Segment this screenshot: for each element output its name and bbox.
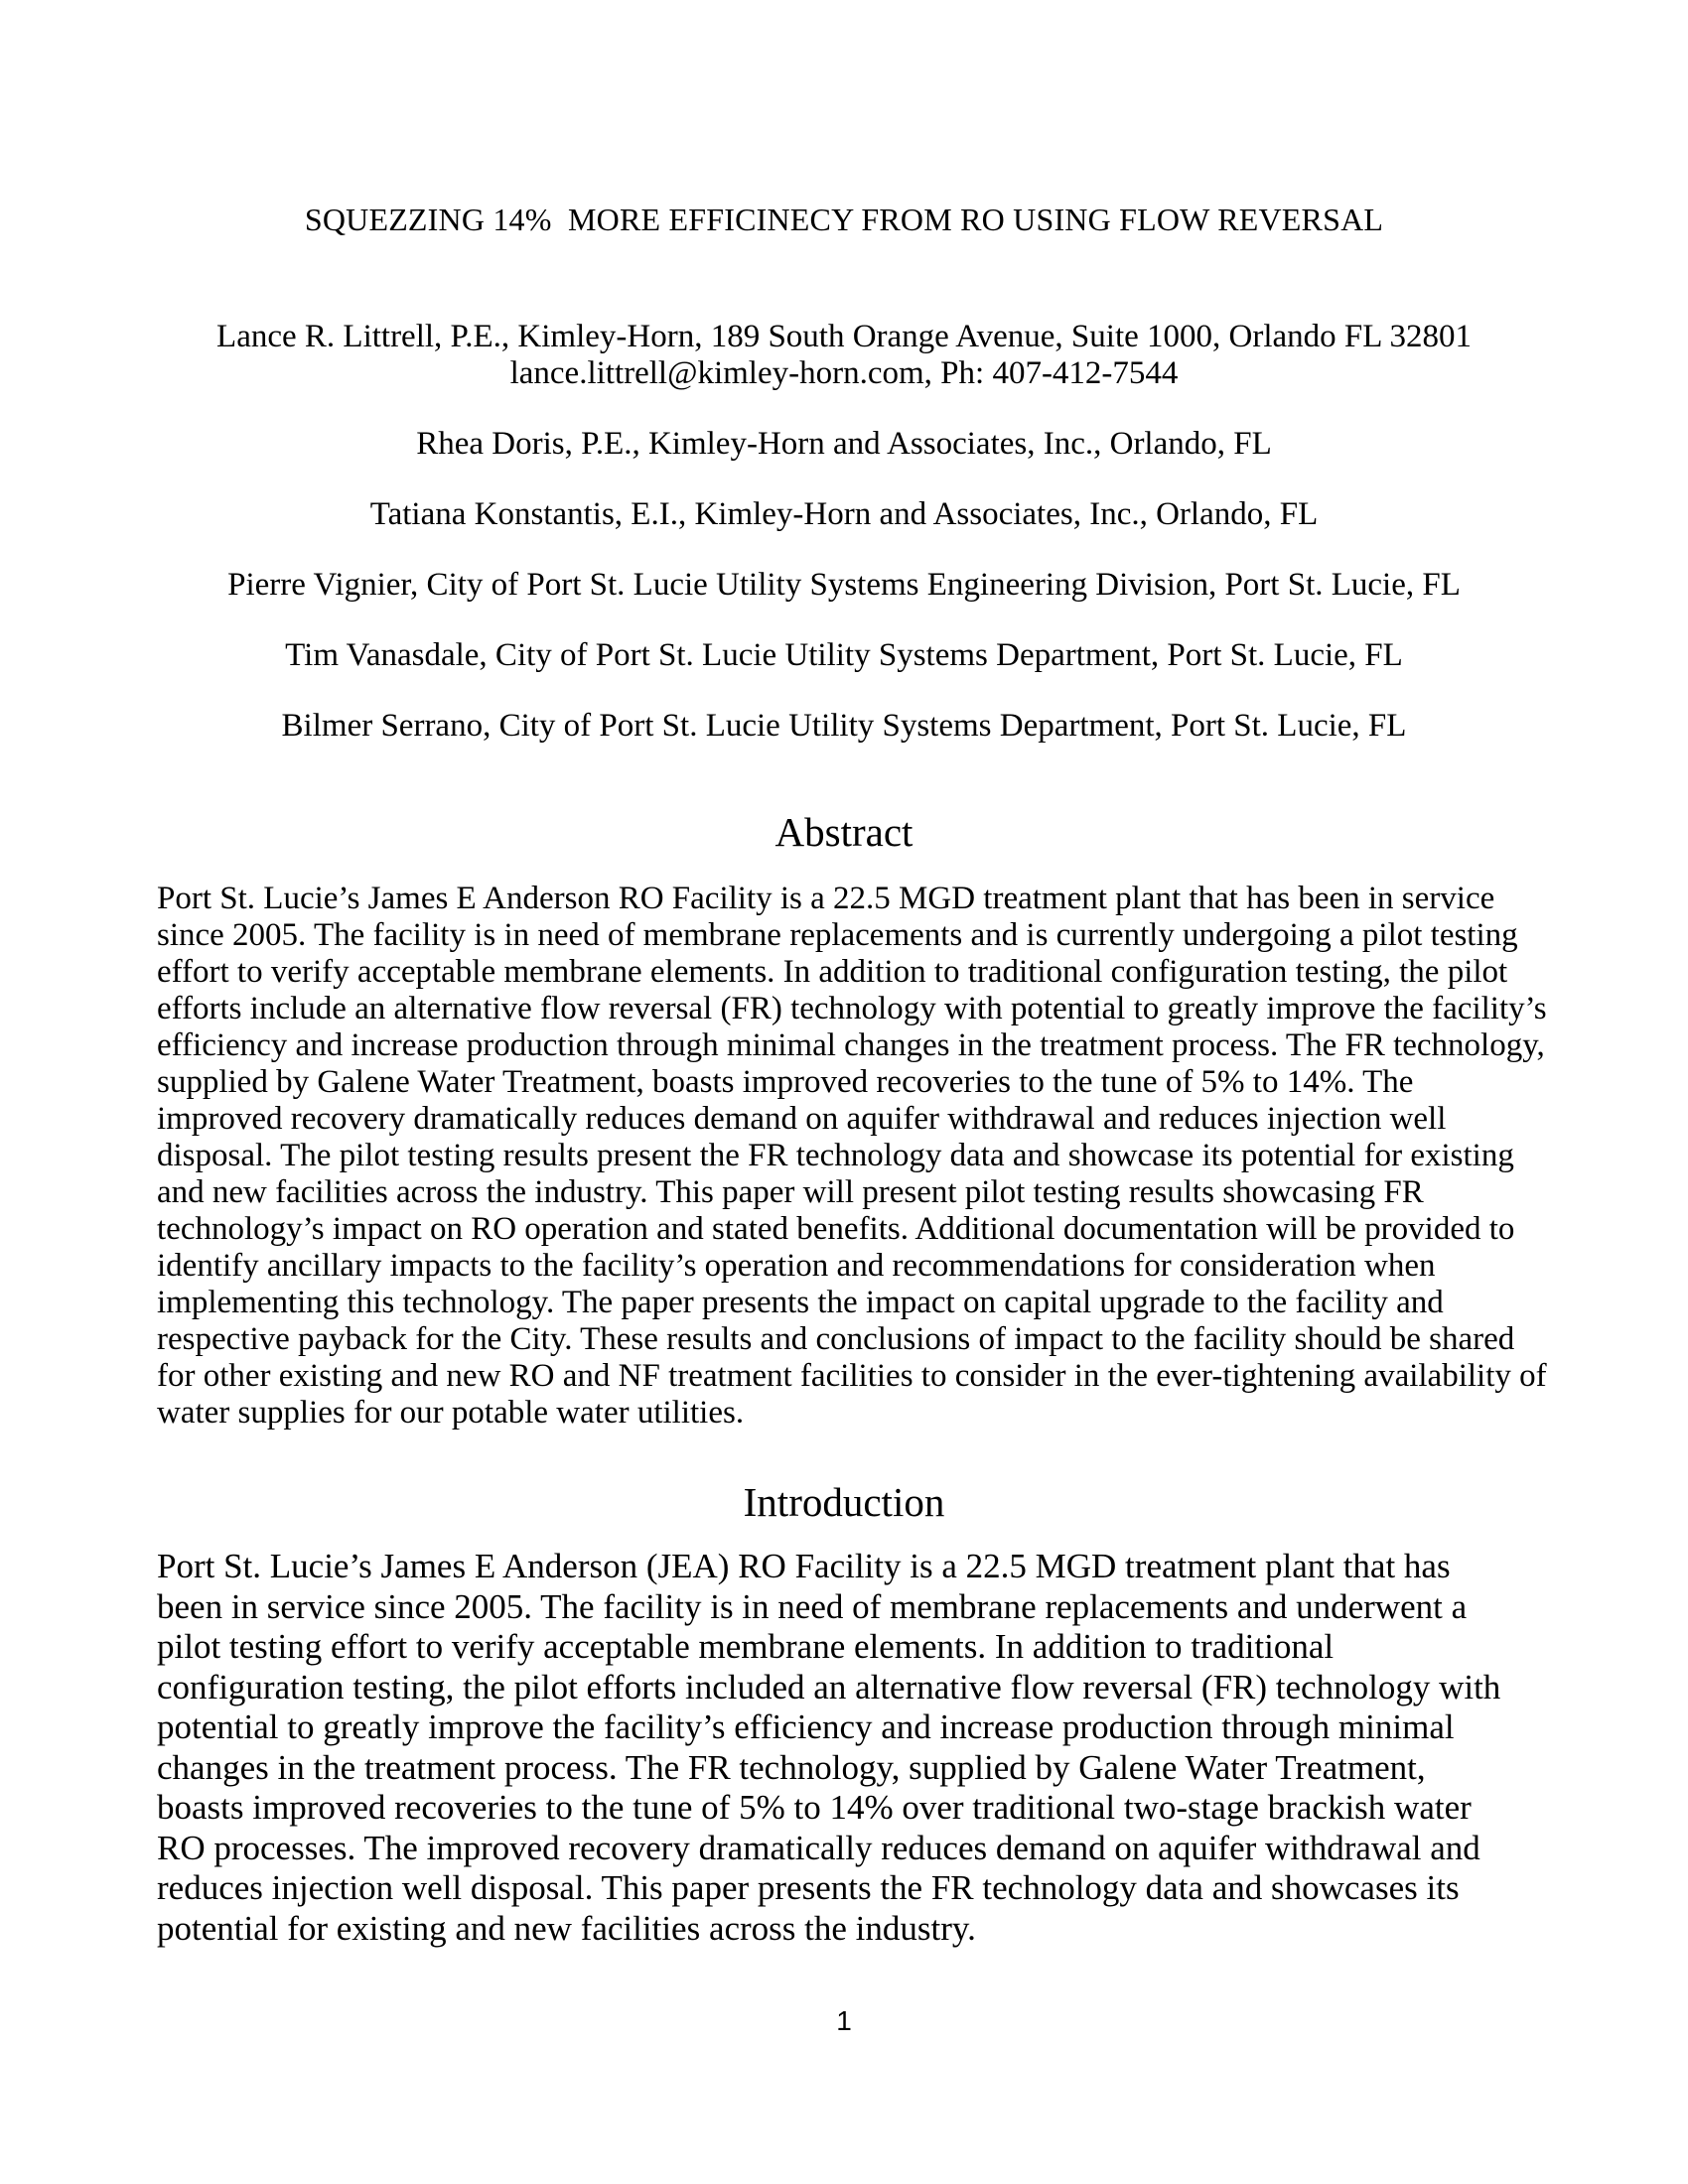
- paragraph-line: Port St. Lucie’s James E Anderson RO Facility is a 22.5 MGD treatment plant that has been in service: [157, 881, 1495, 916]
- paragraph-line: changes in the treatment process. The FR technology, supplied by Galene Water Treatment,: [157, 1747, 1426, 1787]
- paragraph-line: been in service since 2005. The facility is in need of membrane replacements and underwent a: [157, 1586, 1468, 1626]
- paragraph-line: pilot testing effort to verify acceptable membrane elements. In addition to traditional: [157, 1627, 1335, 1666]
- paragraph-line: implementing this technology. The paper presents the impact on capital upgrade to the facility and: [157, 1285, 1444, 1320]
- author-list: [157, 319, 1531, 745]
- author-entry: [157, 319, 1531, 392]
- author-line: Tatiana Konstantis, E.I., Kimley-Horn and Associates, Inc., Orlando, FL: [369, 496, 1319, 532]
- paragraph-line: Port St. Lucie’s James E Anderson (JEA) RO Facility is a 22.5 MGD treatment plant that has: [157, 1547, 1451, 1585]
- paragraph-line: and new facilities across the industry. This paper will present pilot testing results showcasing FR: [157, 1174, 1424, 1210]
- paragraph-line: for other existing and new RO and NF treatment facilities to consider in the ever-tightening availability of: [157, 1358, 1547, 1394]
- paragraph-line: potential for existing and new facilities across the industry.: [157, 1908, 976, 1948]
- paper-title: SQUEZZING 14% MORE EFFICINECY FROM RO USING FLOW REVERSAL: [304, 202, 1384, 237]
- paragraph-line: configuration testing, the pilot efforts included an alternative flow reversal (FR) technology with: [157, 1667, 1501, 1706]
- author-line: Pierre Vignier, City of Port St. Lucie Utility Systems Engineering Division, Port St. Lucie, FL: [227, 567, 1461, 603]
- paragraph-line: RO processes. The improved recovery dramatically reduces demand on aquifer withdrawal and: [157, 1828, 1480, 1867]
- author-entry: [157, 426, 1531, 463]
- paragraph-line: since 2005. The facility is in need of membrane replacements and is currently undergoing a pilot testing: [157, 917, 1518, 953]
- author-line: Bilmer Serrano, City of Port St. Lucie Utility Systems Department, Port St. Lucie, FL: [281, 708, 1407, 744]
- paragraph-line: technology’s impact on RO operation and stated benefits. Additional documentation will be provided to: [157, 1211, 1515, 1247]
- author-line: Rhea Doris, P.E., Kimley-Horn and Associates, Inc., Orlando, FL: [416, 426, 1272, 462]
- abstract-paragraph: [157, 881, 1547, 1432]
- paragraph-line: water supplies for our potable water utilities.: [157, 1395, 745, 1431]
- author-line: Tim Vanasdale, City of Port St. Lucie Utility Systems Department, Port St. Lucie, FL: [285, 637, 1403, 673]
- paragraph-line: effort to verify acceptable membrane elements. In addition to traditional configuration testing, the pilot: [157, 954, 1508, 990]
- paragraph-line: disposal. The pilot testing results present the FR technology data and showcase its potential for existing: [157, 1138, 1514, 1173]
- author-line: Lance R. Littrell, P.E., Kimley-Horn, 189 South Orange Avenue, Suite 1000, Orlando FL 32801: [216, 319, 1472, 354]
- paragraph-line: improved recovery dramatically reduces demand on aquifer withdrawal and reduces injection well: [157, 1101, 1447, 1137]
- abstract-heading: Abstract: [774, 809, 914, 855]
- paragraph-line: efforts include an alternative flow reversal (FR) technology with potential to greatly improve the facility’s: [157, 991, 1547, 1026]
- paragraph-line: supplied by Galene Water Treatment, boasts improved recoveries to the tune of 5% to 14%. The: [157, 1064, 1414, 1100]
- page-number: 1: [836, 2005, 852, 2036]
- author-entry: [157, 708, 1531, 745]
- paragraph-line: identify ancillary impacts to the facility’s operation and recommendations for consideration when: [157, 1248, 1436, 1284]
- author-entry: [157, 567, 1531, 604]
- author-entry: [157, 637, 1531, 674]
- paragraph-line: efficiency and increase production through minimal changes in the treatment process. The FR technology,: [157, 1027, 1545, 1063]
- paragraph-line: potential to greatly improve the facility’s efficiency and increase production through minimal: [157, 1707, 1455, 1746]
- introduction-paragraph: [157, 1547, 1531, 1949]
- paragraph-line: reduces injection well disposal. This paper presents the FR technology data and showcases its: [157, 1868, 1460, 1907]
- author-line: lance.littrell@kimley-horn.com, Ph: 407-412-7544: [509, 355, 1179, 391]
- introduction-heading: Introduction: [743, 1479, 945, 1525]
- author-entry: [157, 496, 1531, 533]
- paragraph-line: respective payback for the City. These results and conclusions of impact to the facility should be shared: [157, 1321, 1515, 1357]
- paragraph-line: boasts improved recoveries to the tune of 5% to 14% over traditional two-stage brackish water: [157, 1788, 1472, 1827]
